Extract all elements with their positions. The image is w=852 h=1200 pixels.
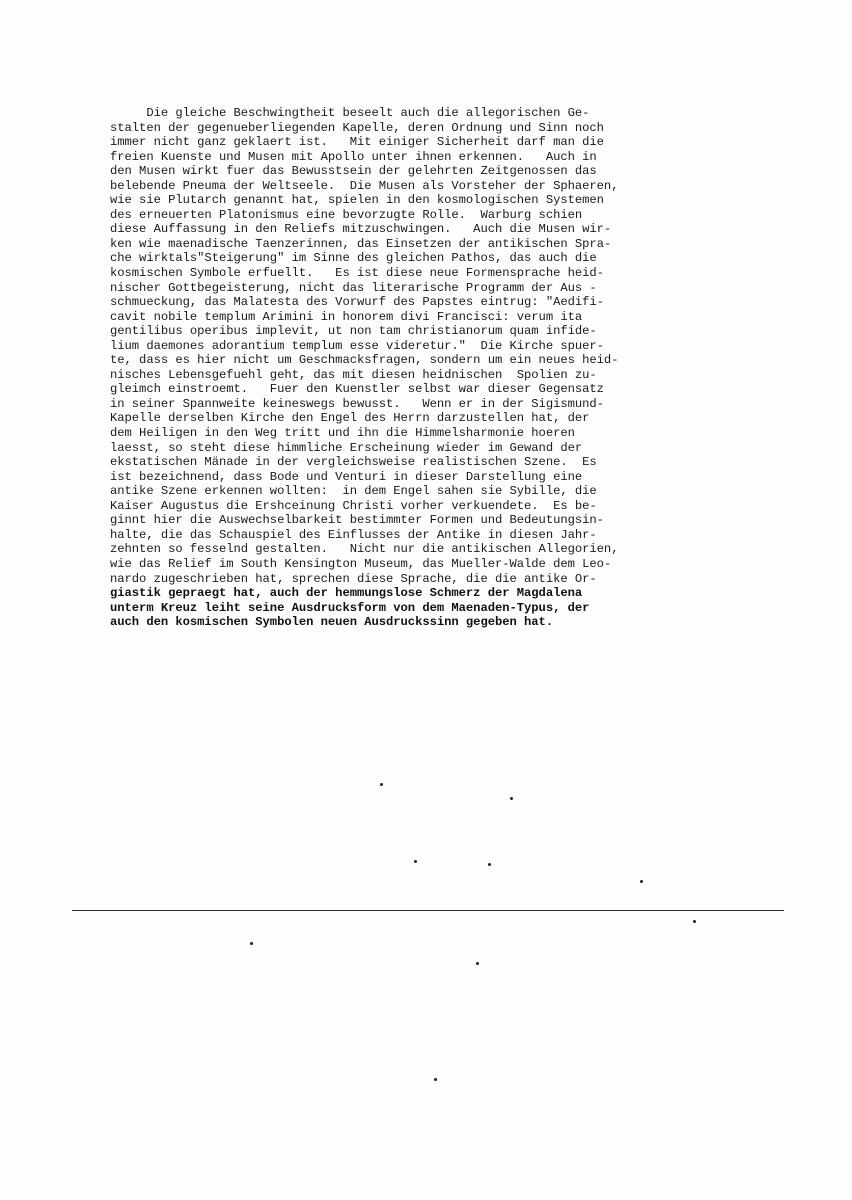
ink-speck (488, 863, 491, 866)
text-line: des erneuerten Platonismus eine bevorzugte Rolle. Warburg schien (110, 207, 583, 222)
ink-speck (250, 942, 253, 945)
text-line: Kaiser Augustus die Ershceinung Christi vorher verkuendete. Es be- (110, 498, 597, 513)
text-line: nisches Lebensgefuehl geht, das mit diesen heidnischen Spolien zu- (110, 367, 597, 382)
text-line: den Musen wirkt fuer das Bewusstsein der gelehrten Zeitgenossen das (110, 164, 597, 179)
text-line: gleimch einstroemt. Fuer den Kuenstler selbst war dieser Gegensatz (110, 382, 604, 397)
text-line: halte, die das Schauspiel des Einflusses der Antike in diesen Jahr- (110, 527, 597, 542)
text-line: nardo zugeschrieben hat, sprechen diese Sprache, die die antike Or- (110, 571, 597, 586)
text-line: Kapelle derselben Kirche den Engel des Herrn darzustellen hat, der (110, 411, 590, 426)
text-line: ist bezeichnend, dass Bode und Venturi in dieser Darstellung eine (110, 469, 583, 484)
text-line: antike Szene erkennen wollten: in dem Engel sahen sie Sybille, die (110, 484, 597, 499)
text-line: wie das Relief im South Kensington Museum, das Mueller-Walde dem Leo- (110, 556, 612, 571)
ink-speck (434, 1078, 437, 1081)
text-line: wie sie Plutarch genannt hat, spielen in den kosmologischen Systemen (110, 193, 604, 208)
ink-speck (640, 880, 643, 883)
ink-speck (510, 797, 513, 800)
text-line: ginnt hier die Auswechselbarkeit bestimmter Formen und Bedeutungsin- (110, 513, 604, 528)
text-line: laesst, so steht diese himmliche Erscheinung wieder im Gewand der (110, 440, 583, 455)
text-line: zehnten so fesselnd gestalten. Nicht nur die antikischen Allegorien, (110, 542, 619, 557)
text-line: te, dass es hier nicht um Geschmacksfragen, sondern um ein neues heid- (110, 353, 619, 368)
text-line: immer nicht ganz geklaert ist. Mit einiger Sicherheit darf man die (110, 135, 604, 150)
text-line: dem Heiligen in den Weg tritt und ihn die Himmelsharmonie hoeren (110, 426, 575, 441)
horizontal-rule (72, 910, 774, 911)
ink-speck (380, 783, 383, 786)
text-line: cavit nobile templum Arimini in honorem divi Francisci: verum ita (110, 309, 583, 324)
text-line: giastik gepraegt hat, auch der hemmungslose Schmerz der Magdalena (110, 586, 583, 601)
text-line: unterm Kreuz leiht seine Ausdrucksform von dem Maenaden-Typus, der (110, 600, 590, 615)
text-line: lium daemones adorantium templum esse videretur." Die Kirche spuer- (110, 338, 604, 353)
text-line: gentilibus operibus implevit, ut non tam christianorum quam infide- (110, 324, 597, 339)
typescript-paragraph (110, 106, 770, 630)
text-line: belebende Pneuma der Weltseele. Die Musen als Vorsteher der Sphaeren, (110, 178, 619, 193)
text-line: kosmischen Symbole erfuellt. Es ist diese neue Formensprache heid- (110, 266, 604, 281)
ink-speck (693, 920, 696, 923)
text-line: diese Auffassung in den Reliefs mitzuschwingen. Auch die Musen wir- (110, 222, 612, 237)
text-line: ekstatischen Mänade in der vergleichsweise realistischen Szene. Es (110, 455, 597, 470)
text-line: freien Kuenste und Musen mit Apollo unter ihnen erkennen. Auch in (110, 149, 597, 164)
text-line: in seiner Spannweite keineswegs bewusst. Wenn er in der Sigismund- (110, 396, 604, 411)
text-line: ken wie maenadische Taenzerinnen, das Einsetzen der antikischen Spra- (110, 236, 612, 251)
text-line: che wirktals"Steigerung" im Sinne des gleichen Pathos, das auch die (110, 251, 597, 266)
text-line: stalten der gegenueberliegenden Kapelle, deren Ordnung und Sinn noch (110, 120, 604, 135)
text-line: auch den kosmischen Symbolen neuen Ausdruckssinn gegeben hat. (110, 615, 554, 630)
text-line: schmueckung, das Malatesta des Vorwurf des Papstes eintrug: "Aedifi- (110, 295, 604, 310)
text-line: Die gleiche Beschwingtheit beseelt auch die allegorischen Ge- (110, 106, 590, 120)
ink-speck (476, 962, 479, 965)
text-line: nischer Gottbegeisterung, nicht das literarische Programm der Aus - (110, 280, 597, 295)
rule-dash (772, 910, 784, 911)
ink-speck (414, 860, 417, 863)
